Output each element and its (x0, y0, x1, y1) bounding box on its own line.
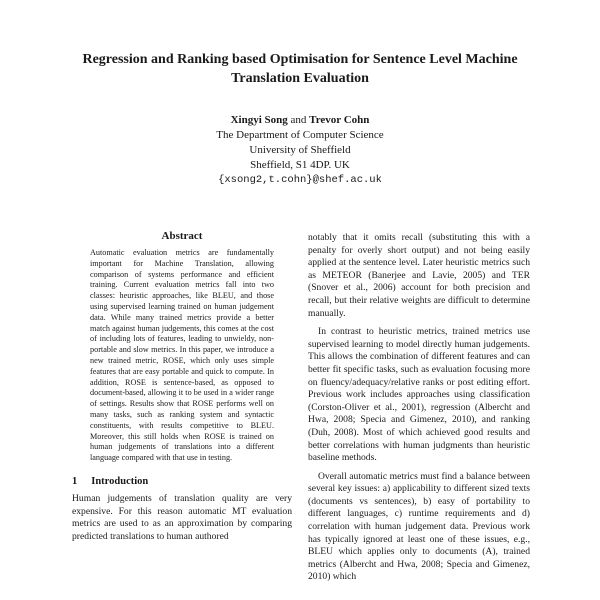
section-heading-introduction (72, 476, 292, 487)
section-number: 1 (72, 475, 78, 487)
left-column (72, 230, 292, 543)
author-1: Xingyi Song (230, 114, 288, 126)
intro-paragraph: Human judgements of translation quality are very expensive. For this reason automatic MT evaluation metrics are used to as an approximation by comparing predicted translations to human authored (72, 492, 292, 542)
email: {xsong2,t.cohn}@shef.ac.uk (218, 174, 382, 186)
paragraph-2: In contrast to heuristic metrics, trained metrics use supervised learning to model directly human judgements. This allows the combination of different features and can better fit specific tasks, such as evaluation focusing more on fluency/adequacy/relative ranks or post editing effort. Previous work includes approaches using classification (Corston-Oliver et al., 2001), regression (Albercht and Hwa, 2008; Specia and Gimenez, 2010), and ranking (Duh, 2008). Most of which achieved good results and better correlations with human judgments than heuristic baseline methods. (308, 326, 530, 464)
paper-title: Regression and Ranking based Optimisation for Sentence Level Machine Translation Evaluation (82, 52, 518, 86)
abstract-heading: Abstract (161, 230, 203, 242)
address: Sheffield, S1 4DP. UK (250, 159, 350, 171)
section-title: Introduction (91, 475, 149, 487)
author-names (150, 113, 450, 128)
university: University of Sheffield (249, 144, 351, 156)
paragraph-3: Overall automatic metrics must find a balance between several key issues: a) applicability to different sized texts (documents vs sentences), b) easy of portability to different languages, c) runtime requirements and d) correlation with human judgement data. Previous work has typically ignored at least one of these issues, e.g., BLEU which applies only to documents (A), trained metrics (Albercht and Hwa, 2008; Specia and Gimenez, 2010) which (308, 470, 530, 583)
department: The Department of Computer Science (216, 129, 384, 141)
author-separator: and (290, 114, 307, 126)
right-column (308, 232, 530, 584)
paragraph-1: notably that it omits recall (substituting this with a penalty for overly short output) and not being easily applied at the sentence level. Later heuristic metrics such as METEOR (Banerjee and Lavie, 2005) and TER (Snover et al., 2006) account for both precision and recall, but their relative weights are difficult to determine manually. (308, 232, 530, 319)
author-block (150, 113, 450, 188)
abstract-text: Automatic evaluation metrics are fundamentally important for Machine Translation, allowing comparison of systems performance and efficient training. Current evaluation metrics fall into two classes: heuristic approaches, like BLEU, and those using supervised learning trained on human judgement data. While many trained metrics provide a better match against human judgements, this comes at the cost of including lots of features, leading to unwieldy, non-portable and slow metrics. In this paper, we introduce a new trained metric, ROSE, which only uses simple features that are easy portable and quick to compute. In addition, ROSE is sentence-based, as opposed to document-based, allowing it to be used in a wider range of settings. Results show that ROSE performs well on many tasks, such as ranking system and syntactic constituents, with results competitive to BLEU. Moreover, this still holds when ROSE is trained on human judgements of translations into a different language compared with that use in testing. (90, 248, 274, 463)
author-2: Trevor Cohn (309, 114, 370, 126)
